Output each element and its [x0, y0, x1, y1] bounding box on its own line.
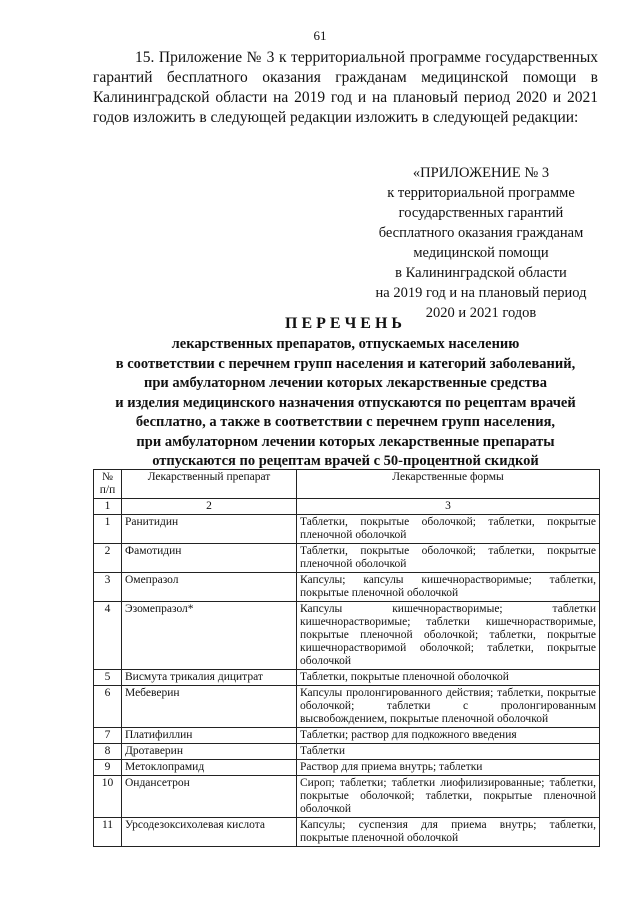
row-drug: Омепразол — [122, 573, 297, 602]
row-drug: Метоклопрамид — [122, 760, 297, 776]
header-forms — [297, 470, 600, 499]
row-forms: Капсулы; капсулы кишечнорастворимые; таблетки, покрытые пленочной оболочкой — [297, 573, 600, 602]
appendix-line: к территориальной программе — [387, 185, 575, 201]
row-num: 11 — [94, 818, 122, 847]
row-num: 1 — [94, 515, 122, 544]
appendix-line: «ПРИЛОЖЕНИЕ № 3 — [412, 165, 550, 181]
document-title: ПЕРЕЧЕНЬ — [285, 315, 406, 332]
table-row — [94, 744, 600, 760]
table-row — [94, 602, 600, 670]
column-index: 3 — [297, 499, 600, 515]
table-row — [94, 544, 600, 573]
table-index-row — [94, 499, 600, 515]
row-forms: Капсулы; суспензия для приема внутрь; таблетки, покрытые пленочной оболочкой — [297, 818, 600, 847]
subtitle-line: бесплатно, а также в соответствии с перечнем групп населения, — [135, 414, 556, 430]
table-row — [94, 573, 600, 602]
row-drug: Эзомепразол* — [122, 602, 297, 670]
table-row — [94, 818, 600, 847]
row-forms: Капсулы пролонгированного действия; таблетки, покрытые оболочкой; таблетки с пролонгированным высвобождением, покрытые пленочной оболочкой — [297, 686, 600, 728]
document-subtitle — [93, 335, 598, 472]
row-forms: Таблетки, покрытые оболочкой; таблетки, покрытые пленочной оболочкой — [297, 544, 600, 573]
page-number: 61 — [313, 28, 327, 43]
row-forms: Раствор для приема внутрь; таблетки — [297, 760, 600, 776]
row-forms: Таблетки, покрытые оболочкой; таблетки, покрытые пленочной оболочкой — [297, 515, 600, 544]
appendix-line: в Калининградской области — [395, 265, 567, 281]
row-num: 10 — [94, 776, 122, 818]
row-num: 5 — [94, 670, 122, 686]
row-drug: Фамотидин — [122, 544, 297, 573]
row-num: 6 — [94, 686, 122, 728]
row-forms: Капсулы кишечнорастворимые; таблетки кишечнорастворимые; таблетки кишечнорастворимые, покрытые пленочной оболочкой; таблетки, покрытые кишечнорастворимой оболочкой; таблетки, покрытые оболочкой — [297, 602, 600, 670]
table-row — [94, 728, 600, 744]
document-title-block — [93, 313, 598, 472]
subtitle-line: лекарственных препаратов, отпускаемых населению — [171, 336, 520, 352]
header-drug — [122, 470, 297, 499]
appendix-line: медицинской помощи — [413, 245, 549, 261]
appendix-line: государственных гарантий — [398, 205, 564, 221]
intro-paragraph: 15. Приложение № 3 к территориальной программе государственных гарантий бесплатного оказания гражданам медицинской помощи в Калининградской области на 2019 год и на плановый период 2020 и 2021 годов изложить в следующей редакции изложить в следующей редакции: — [93, 49, 598, 126]
header-drug-label: Лекарственный препарат — [147, 471, 271, 483]
table-row — [94, 670, 600, 686]
subtitle-line: при амбулаторном лечении которых лекарственные препараты — [136, 433, 555, 450]
row-drug: Ранитидин — [122, 515, 297, 544]
subtitle-line: при амбулаторном лечении которых лекарственные средства — [143, 375, 548, 391]
subtitle-line: и изделия медицинского назначения отпускаются по рецептам врачей — [115, 394, 576, 411]
subtitle-line: в соответствии с перечнем групп населения и категорий заболеваний, — [115, 355, 576, 372]
row-drug: Ондансетрон — [122, 776, 297, 818]
table-row — [94, 760, 600, 776]
row-drug: Дротаверин — [122, 744, 297, 760]
row-num: 2 — [94, 544, 122, 573]
row-forms: Таблетки; раствор для подкожного введения — [297, 728, 600, 744]
row-num: 3 — [94, 573, 122, 602]
row-drug: Висмута трикалия дицитрат — [122, 670, 297, 686]
appendix-line: на 2019 год и на плановый период — [375, 285, 587, 301]
row-forms: Таблетки — [297, 744, 600, 760]
column-index: 2 — [122, 499, 297, 515]
row-num: 9 — [94, 760, 122, 776]
drug-table — [93, 469, 600, 847]
header-num: № п/п — [94, 470, 122, 499]
appendix-header — [362, 163, 600, 323]
table-row — [94, 686, 600, 728]
row-forms: Сироп; таблетки; таблетки лиофилизированные; таблетки, покрытые оболочкой; таблетки, покрытые пленочной оболочкой — [297, 776, 600, 818]
table-row — [94, 515, 600, 544]
row-num: 7 — [94, 728, 122, 744]
row-drug: Урсодезоксихолевая кислота — [122, 818, 297, 847]
subtitle-line: отпускаются по рецептам врачей с 50-процентной скидкой — [152, 453, 539, 469]
appendix-line: бесплатного оказания гражданам — [378, 225, 584, 241]
row-num: 4 — [94, 602, 122, 670]
row-forms: Таблетки, покрытые пленочной оболочкой — [297, 670, 600, 686]
row-num: 8 — [94, 744, 122, 760]
table-header-row — [94, 470, 600, 499]
column-index: 1 — [94, 499, 122, 515]
row-drug: Мебеверин — [122, 686, 297, 728]
header-forms-label: Лекарственные формы — [392, 471, 504, 483]
row-drug: Платифиллин — [122, 728, 297, 744]
appendix-line: 2020 и 2021 годов — [425, 305, 537, 321]
table-row — [94, 776, 600, 818]
